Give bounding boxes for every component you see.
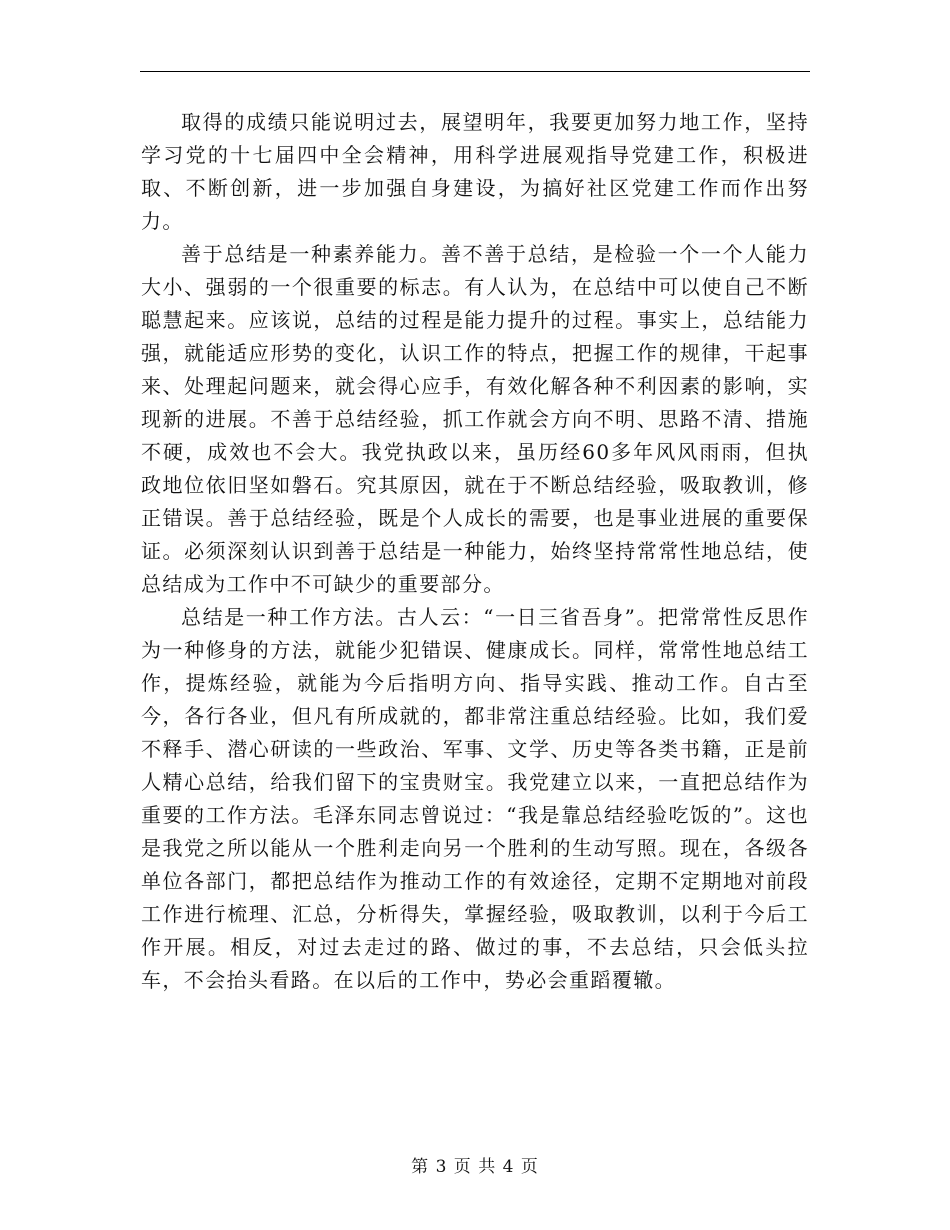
paragraph-summary-ability: 善于总结是一种素养能力。善不善于总结，是检验一个一个人能力大小、强弱的一个很重要的标志。有人认为，在总结中可以使自己不断聪慧起来。应该说，总结的过程是能力提升的过程。事实上，总结能力强，就能适应形势的变化，认识工作的特点，把握工作的规律，干起事来、处理起问题来，就会得心应手，有效化解各种不利因素的影响，实现新的进展。不善于总结经验，抓工作就会方向不明、思路不清、措施不硬，成效也不会大。我党执政以来，虽历经60多年风风雨雨，但执政地位依旧坚如磐石。究其原因，就在于不断总结经验，吸取教训，修正错误。善于总结经验，既是个人成长的需要，也是事业进展的重要保证。必须深刻认识到善于总结是一种能力，始终坚持常常性地总结，使总结成为工作中不可缺少的重要部分。 [141, 242, 809, 596]
paragraph-outlook: 取得的成绩只能说明过去，展望明年，我要更加努力地工作，坚持学习党的十七届四中全会精神，用科学进展观指导党建工作，积极进取、不断创新，进一步加强自身建设，为搞好社区党建工作而作出努力。 [141, 110, 809, 233]
page-footer [0, 1152, 950, 1177]
document-body [141, 106, 809, 997]
page-number: 第 3 页 共 4 页 [411, 1157, 539, 1177]
header-rule [140, 71, 810, 72]
paragraph-summary-method: 总结是一种工作方法。古人云：“一日三省吾身”。把常常性反思作为一种修身的方法，就能少犯错误、健康成长。同样，常常性地总结工作，提炼经验，就能为今后指明方向、指导实践、推动工作。自古至今，各行各业，但凡有所成就的，都非常注重总结经验。比如，我们爱不释手、潜心研读的一些政治、军事、文学、历史等各类书籍，正是前人精心总结，给我们留下的宝贵财宝。我党建立以来，一直把总结作为重要的工作方法。毛泽东同志曾说过：“我是靠总结经验吃饭的”。这也是我党之所以能从一个胜利走向另一个胜利的生动写照。现在，各级各单位各部门，都把总结作为推动工作的有效途径，定期不定期地对前段工作进行梳理、汇总，分析得失，掌握经验，吸取教训，以利于今后工作开展。相反，对过去走过的路、做过的事，不去总结，只会低头拉车，不会抬头看路。在以后的工作中，势必会重蹈覆辙。 [141, 605, 809, 992]
